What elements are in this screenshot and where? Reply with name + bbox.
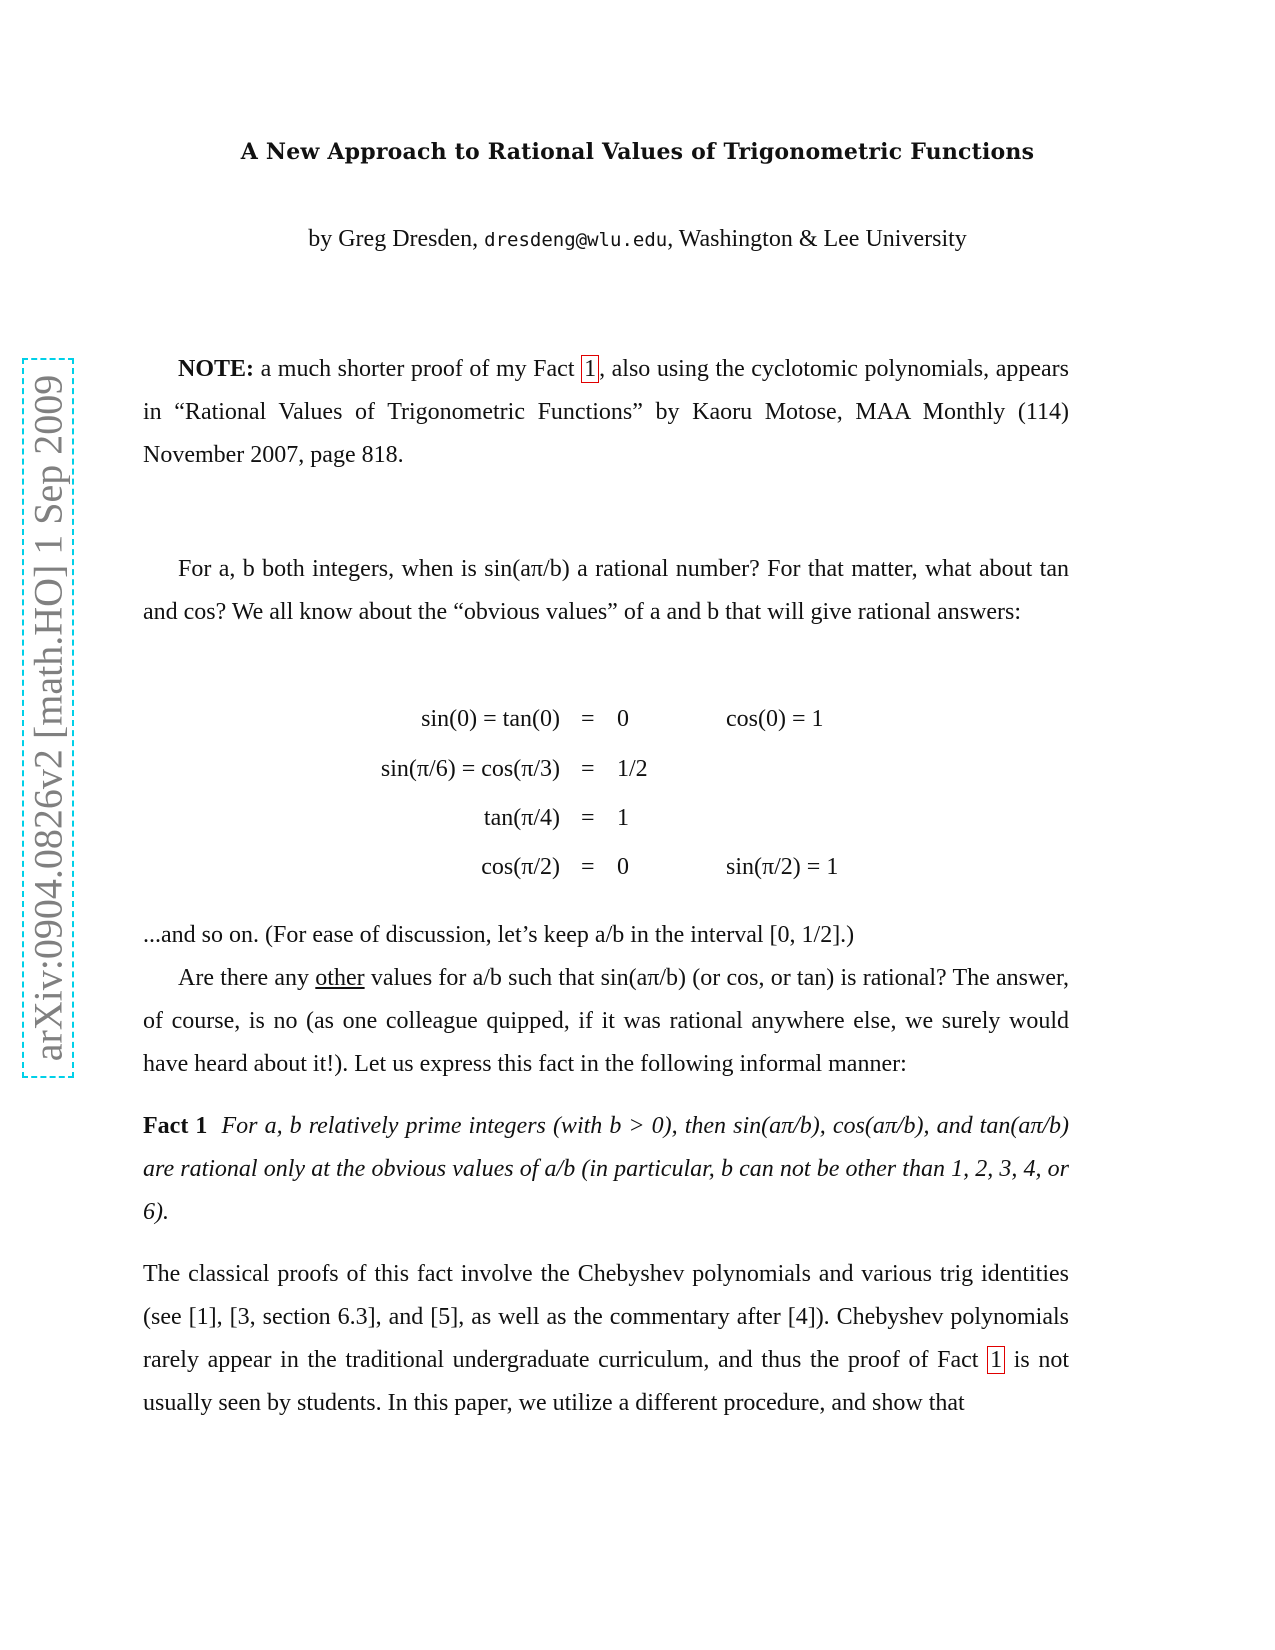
fact-text: For a, b relatively prime integers (with b > 0), then sin(aπ/b), cos(aπ/b), and tan(aπ/b) are rational only at the obvious values of a/b (in particular, b can not be other than 1, 2, 3, 4, or 6).	[143, 1113, 1069, 1225]
author-name: by Greg Dresden,	[308, 226, 479, 252]
eq-1-lhs: sin(0) = tan(0)	[421, 706, 560, 732]
after-equations-text: ...and so on. (For ease of discussion, let’s keep a/b in the interval [0, 1/2].)	[143, 922, 855, 948]
note-paragraph: NOTE: a much shorter proof of my Fact 1 , also using the cyclotomic polynomials, appears in “Rational Values of Trigonometric Functions” by Kaoru Motose, MAA Monthly (114) November 2007, page 818.	[143, 356, 1069, 468]
question-paragraph: Are there any other values for a/b such that sin(aπ/b) (or cos, or tan) is rational? The answer, of course, is no (as one colleague quipped, if it was rational anywhere else, we surely would have heard about it!). Let us express this fact in the following informal manner:	[143, 965, 1070, 1077]
eq-1-extra: cos(0) = 1	[726, 706, 824, 732]
eq-3-lhs: tan(π/4)	[483, 805, 560, 831]
eq-2-rhs: 1/2	[617, 756, 648, 782]
closing-paragraph: The classical proofs of this fact involve the Chebyshev polynomials and various trig identities (see [1], [3, section 6.3], and [5], as well as the commentary after [4]). Chebyshev polynomials rarely appear in the traditional undergraduate curriculum, and thus the proof of Fact 1 is not usually seen by students. In this paper, we utilize a different procedure, and show that	[143, 1261, 1069, 1416]
fact-ref-link[interactable]: 1	[581, 355, 599, 383]
author-line	[0, 226, 1275, 253]
fact-statement	[143, 1105, 1069, 1234]
fact-ref-link-2[interactable]: 1	[987, 1346, 1005, 1374]
eq-4-rhs: 0	[617, 854, 629, 880]
note-label: NOTE:	[178, 356, 255, 382]
paper-title: A New Approach to Rational Values of Trigonometric Functions	[240, 139, 1035, 165]
arxiv-stamp: arXiv:0904.0826v2 [math.HO] 1 Sep 2009	[25, 374, 71, 1062]
eq-4-lhs: cos(π/2)	[481, 854, 560, 880]
eq-2-lhs: sin(π/6) = cos(π/3)	[380, 756, 560, 782]
underlined-word: other	[315, 965, 365, 991]
eq-3-rhs: 1	[617, 805, 629, 831]
eq-1-rhs: 0	[617, 706, 629, 732]
eq-3-rel: =	[581, 805, 595, 831]
eq-2-rel: =	[581, 756, 595, 782]
author-affiliation: , Washington & Lee University	[667, 226, 967, 252]
intro-paragraph: For a, b both integers, when is sin(aπ/b) a rational number? For that matter, what about tan and cos? We all know about the “obvious values” of a and b that will give rational answers:	[143, 556, 1069, 625]
author-email[interactable]: dresdeng@wlu.edu	[484, 229, 668, 251]
eq-4-rel: =	[581, 854, 595, 880]
fact-label: Fact 1	[143, 1113, 208, 1139]
arxiv-stamp-box[interactable]	[22, 358, 74, 1078]
eq-1-rel: =	[581, 706, 595, 732]
eq-4-extra: sin(π/2) = 1	[726, 854, 839, 880]
